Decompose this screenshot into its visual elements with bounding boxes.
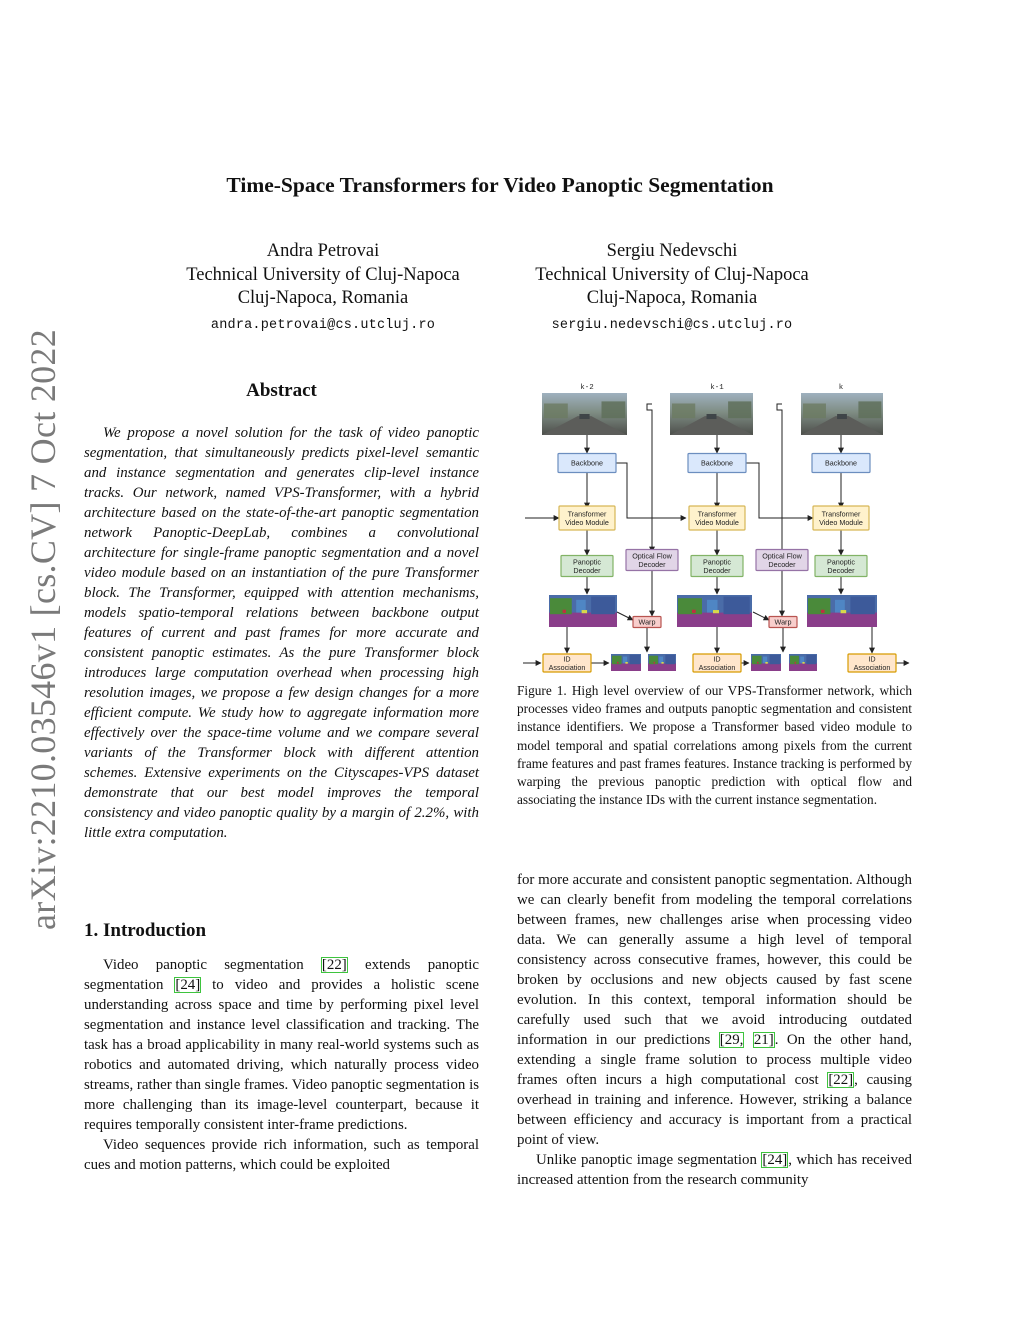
warp-box — [769, 617, 797, 628]
author-location: Cluj-Napoca, Romania — [586, 288, 758, 308]
box-label: Optical Flow — [632, 551, 672, 561]
citation-link[interactable]: [24] — [762, 1152, 788, 1168]
abstract-paragraph: We propose a novel solution for the task of video panoptic segmentation, that simultaneously predicts pixel-level semantic and instance segmentation and generates clip-level instance tracks. Our network, named VPS-Transformer, with a hybrid architecture based on the state-of-the-art panoptic segmentation network Panoptic-DeepLab, combines a convolutional architecture for single-frame panoptic segmentation and a novel video module based on an instantiation of the pure Transformer block. The Transformer, equipped with attention mechanisms, models spatio-temporal relations between backbone output features of current and past frames for more accurate and consistent panoptic estimates. As the pure Transformer block introduces large computation overhead when processing high resolution images, we propose a few design changes for a more efficient compute. We study how to aggregate information more effectively over the space-time volume and we compare several variants of the Transformer block with different attention schemes. Extensive experiments on the Cityscapes-VPS dataset demonstrate that our best model improves the temporal consistency and video panoptic quality by a margin of 2.2%, with little extra computation. — [84, 425, 479, 841]
camera-frame-image — [801, 393, 883, 435]
box-label: Transformer — [567, 509, 607, 519]
id-association-box — [543, 654, 591, 672]
frame-label: k-1 — [710, 384, 724, 392]
box-label: ID — [563, 654, 571, 664]
author-block-2 — [502, 240, 842, 337]
panoptic-decoder-box — [815, 556, 867, 577]
author-email[interactable]: andra.petrovai@cs.utcluj.ro — [210, 317, 436, 333]
box-label: Backbone — [571, 458, 603, 468]
author-email[interactable]: sergiu.nedevschi@cs.utcluj.ro — [551, 317, 793, 333]
author-name: Andra Petrovai — [266, 241, 380, 261]
box-label: Association — [548, 662, 586, 672]
panoptic-segmentation-image — [751, 654, 781, 671]
backbone-box — [688, 454, 746, 473]
box-label: Transformer — [821, 509, 861, 519]
panoptic-segmentation-image — [807, 595, 877, 627]
box-label: Decoder — [703, 565, 731, 575]
citation-link[interactable]: [22] — [828, 1072, 854, 1088]
panoptic-segmentation-image — [789, 654, 817, 671]
backbone-box — [558, 454, 616, 473]
figure-caption: Figure 1. High level overview of our VPS-Transformer network, which processes video frames and outputs panoptic segmentation and consistent instance identifiers. We propose a Transformer based video module to model temporal and spatial correlations among pixels from the current frame features and past frames features. Instance tracking is performed by warping the previous panoptic prediction with optical flow and associating the instance IDs with the current instance segmentation. — [517, 683, 912, 808]
panoptic-segmentation-image — [677, 595, 752, 627]
citation-link[interactable]: [24] — [175, 977, 201, 993]
abstract-heading: Abstract — [246, 380, 317, 401]
id-association-box — [848, 654, 896, 672]
figure-1-diagram — [517, 380, 913, 680]
box-label: Association — [698, 662, 736, 672]
box-label: Warp — [774, 617, 792, 627]
camera-frame-image — [542, 393, 627, 435]
box-label: Decoder — [768, 559, 796, 569]
introduction-right-column — [517, 870, 912, 1190]
author-name: Sergiu Nedevschi — [606, 241, 738, 261]
backbone-box — [812, 454, 870, 473]
warp-box — [633, 617, 661, 628]
transformer-video-module — [813, 506, 869, 530]
box-label: Backbone — [825, 458, 857, 468]
box-label: Backbone — [701, 458, 733, 468]
introduction-heading: 1. Introduction — [84, 920, 207, 941]
introduction-left-column — [84, 955, 479, 1175]
box-label: ID — [713, 654, 721, 664]
box-label: Decoder — [573, 565, 601, 575]
intro-paragraph-4: Unlike panoptic image segmentation [24], which has received increased attention from the research community — [517, 1152, 912, 1188]
box-label: Decoder — [638, 559, 666, 569]
arxiv-identifier: arXiv:2210.03546v1 [cs.CV] 7 Oct 2022 — [23, 328, 63, 930]
camera-frame-image — [670, 393, 753, 435]
box-label: Panoptic — [827, 557, 855, 567]
box-label: Association — [853, 662, 891, 672]
transformer-video-module — [689, 506, 745, 530]
box-label: Video Module — [819, 517, 863, 527]
abstract-text — [84, 423, 479, 843]
panoptic-segmentation-image — [611, 654, 641, 671]
panoptic-segmentation-image — [549, 595, 617, 627]
optical-flow-decoder-box — [626, 550, 678, 571]
box-label: Video Module — [565, 517, 609, 527]
box-label: Transformer — [697, 509, 737, 519]
author-block-1 — [153, 240, 493, 337]
intro-paragraph-continued: for more accurate and consistent panoptic segmentation. Although we can clearly benefit from modeling the temporal correlations between frames, new challenges arise when processing video data. We can generally assume a high level of temporal consistency across consecutive frames, however, this could be broken by occlusions and new objects caused by fast scene evolution. In this context, temporal information should be carefully used such that we avoid introducing outdated information in our predictions [29, 21]. On the other hand, extending a single frame solution to process multiple video frames often incurs a high computational cost [22], causing overhead in training and inference. However, striking a balance between efficiency and accuracy is important from a practical point of view. — [517, 872, 913, 1148]
author-affiliation: Technical University of Cluj-Napoca — [186, 264, 460, 285]
frame-label: k — [838, 384, 844, 392]
box-label: Decoder — [827, 565, 855, 575]
paper-title: Time-Space Transformers for Video Panoptic Segmentation — [226, 173, 774, 197]
author-affiliation: Technical University of Cluj-Napoca — [535, 264, 809, 285]
panoptic-decoder-box — [561, 556, 613, 577]
box-label: Panoptic — [573, 557, 601, 567]
optical-flow-decoder-box — [756, 550, 808, 571]
id-association-box — [693, 654, 741, 672]
box-label: ID — [868, 654, 876, 664]
citation-link[interactable]: [29, — [719, 1032, 744, 1048]
intro-paragraph-1: Video panoptic segmentation [22] extends panoptic segmentation [24] to video and provides a holistic scene understanding across space and time by performing pixel level segmentation and instance level classification and tracking. The task has a broad applicability in many real-world systems such as robotics and automated driving, which naturally process video streams, rather than single frames. Video panoptic segmentation is more challenging than its image-level counterpart, because it requires temporally consistent inter-frame predictions. — [84, 957, 479, 1133]
box-label: Video Module — [695, 517, 739, 527]
frame-label: k-2 — [580, 384, 594, 392]
transformer-video-module — [559, 506, 615, 530]
panoptic-segmentation-image — [648, 654, 676, 671]
author-location: Cluj-Napoca, Romania — [237, 288, 409, 308]
citation-link[interactable]: 21] — [753, 1032, 774, 1048]
box-label: Warp — [638, 617, 656, 627]
box-label: Panoptic — [703, 557, 731, 567]
box-label: Optical Flow — [762, 551, 802, 561]
intro-paragraph-2: Video sequences provide rich information, such as temporal cues and motion patterns, which could be exploited — [84, 1137, 479, 1173]
panoptic-decoder-box — [691, 556, 743, 577]
citation-link[interactable]: [22] — [321, 957, 347, 973]
